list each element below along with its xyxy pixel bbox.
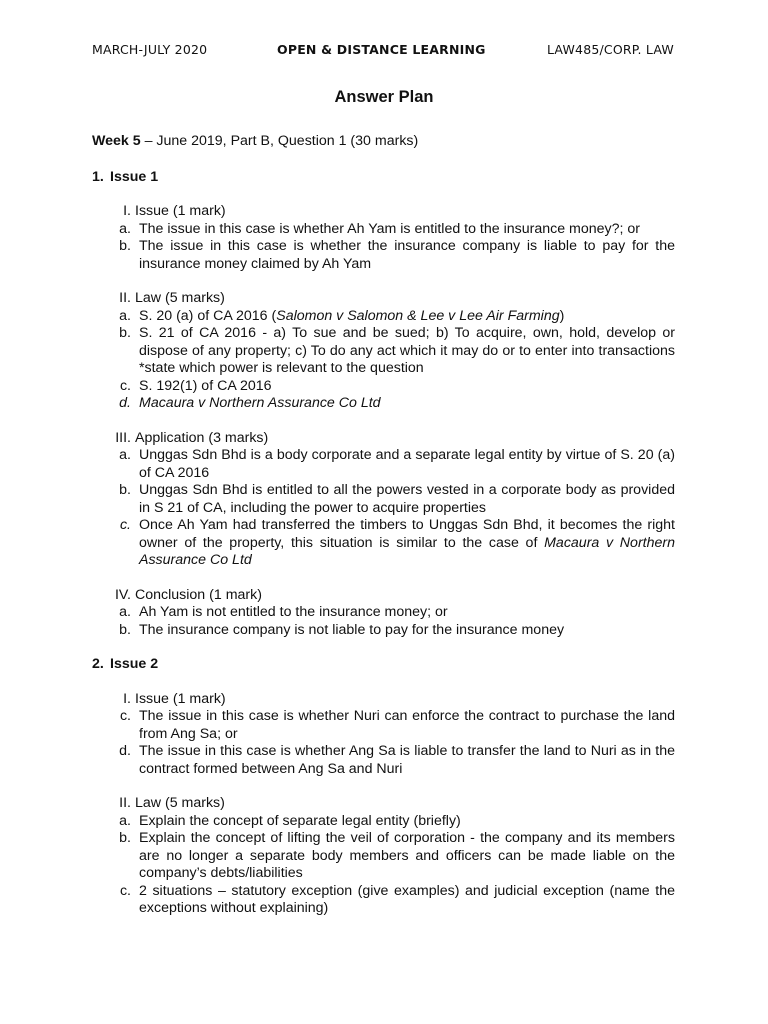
list-item xyxy=(92,308,675,326)
list-item xyxy=(92,604,675,622)
list-item xyxy=(92,830,675,883)
list-item xyxy=(92,238,675,273)
item-text-plain: S. 20 (a) of CA 2016 ( xyxy=(139,307,277,324)
list-item xyxy=(92,708,675,743)
issue-1-section-conclusion xyxy=(92,587,675,640)
item-letter: c. xyxy=(119,377,131,394)
section-label: Application (3 marks) xyxy=(135,429,269,446)
roman-numeral: II. xyxy=(119,795,131,811)
roman-numeral: I. xyxy=(123,203,131,219)
item-text: Explain the concept of separate legal entity (briefly) xyxy=(139,812,461,829)
item-letter: c. xyxy=(119,517,131,533)
section-label: Issue (1 mark) xyxy=(135,690,226,707)
item-text: The issue in this case is whether Ang Sa is liable to transfer the land to Nuri as in the contract formed between Ang Sa and Nuri xyxy=(139,743,675,777)
section-heading xyxy=(92,203,675,221)
list-item xyxy=(92,743,675,778)
item-text: S. 192(1) of CA 2016 xyxy=(139,377,272,394)
list-item xyxy=(92,813,675,831)
item-letter: a. xyxy=(119,604,131,620)
issue-1-section-application xyxy=(92,430,675,570)
item-letter: a. xyxy=(119,307,131,324)
item-text: Explain the concept of lifting the veil of corporation - the company and its members are no longer a separate body members and officers can be made liable on the company’s debts/liabilities xyxy=(139,830,675,881)
item-text: Unggas Sdn Bhd is entitled to all the powers vested in a corporate body as provided in S 21 of CA, including the power to acquire properties xyxy=(139,482,675,516)
list-item xyxy=(92,883,675,918)
item-letter: a. xyxy=(119,447,131,463)
case-citation: Macaura v Northern Assurance Co Ltd xyxy=(139,534,676,568)
list-item xyxy=(92,325,675,378)
case-citation: Macaura v Northern Assurance Co Ltd xyxy=(139,395,381,411)
header-term: MARCH-JULY 2020 xyxy=(92,42,208,57)
item-text xyxy=(139,517,675,570)
section-label: Law (5 marks) xyxy=(135,290,225,306)
list-item xyxy=(92,482,675,517)
item-letter: d. xyxy=(119,395,131,411)
issue-2-label: Issue 2 xyxy=(110,656,159,672)
item-text: Unggas Sdn Bhd is a body corporate and a separate legal entity by virtue of S. 20 (a) of CA 2016 xyxy=(139,447,675,481)
list-item xyxy=(92,517,675,570)
item-text: The issue in this case is whether Nuri can enforce the contract to purchase the land from Ang Sa; or xyxy=(139,708,675,742)
list-item xyxy=(92,447,675,482)
issue-2-heading xyxy=(92,656,675,674)
item-text xyxy=(139,308,675,326)
item-letter: b. xyxy=(119,621,131,638)
list-item xyxy=(92,221,675,239)
list-item xyxy=(92,622,675,640)
page-title: Answer Plan xyxy=(334,88,434,106)
issue-1-section-issue xyxy=(92,203,675,273)
item-letter: a. xyxy=(119,220,131,237)
week-label: Week 5 xyxy=(92,133,141,149)
week-line xyxy=(92,133,675,151)
section-label: Conclusion (1 mark) xyxy=(135,586,262,603)
issue-2-section-law xyxy=(92,795,675,918)
issue-1-number: 1. xyxy=(92,168,104,185)
roman-numeral: II. xyxy=(119,290,131,306)
item-text: Ah Yam is not entitled to the insurance money; or xyxy=(139,604,448,620)
item-letter: c. xyxy=(119,882,131,899)
section-heading xyxy=(92,587,675,605)
roman-numeral: III. xyxy=(115,429,131,446)
issue-2-section-issue xyxy=(92,691,675,779)
issue-1-section-law xyxy=(92,290,675,413)
issue-1-label: Issue 1 xyxy=(110,168,159,185)
item-letter: c. xyxy=(119,708,131,724)
issue-1-heading xyxy=(92,169,675,187)
header-course: LAW485/CORP. LAW xyxy=(546,42,674,57)
item-text: The issue in this case is whether Ah Yam is entitled to the insurance money?; or xyxy=(139,220,641,237)
header-program: OPEN & DISTANCE LEARNING xyxy=(277,42,486,57)
item-letter: d. xyxy=(119,743,131,759)
item-letter: a. xyxy=(119,812,131,829)
item-text: S. 21 of CA 2016 - a) To sue and be sued; b) To acquire, own, hold, develop or dispose of any property; c) To do any act which it may do or to enter into transactions *state which power is relevant to the question xyxy=(139,325,675,376)
section-heading xyxy=(92,691,675,709)
section-label: Issue (1 mark) xyxy=(135,203,226,219)
list-item xyxy=(92,395,675,413)
list-item xyxy=(92,378,675,396)
issue-2-number: 2. xyxy=(92,656,104,672)
item-text: The insurance company is not liable to pay for the insurance money xyxy=(139,621,565,638)
item-letter: b. xyxy=(119,830,131,846)
roman-numeral: I. xyxy=(123,690,131,707)
item-letter: b. xyxy=(119,238,131,254)
section-label: Law (5 marks) xyxy=(135,795,225,811)
item-text: The issue in this case is whether the insurance company is liable to pay for the insurance money claimed by Ah Yam xyxy=(139,238,675,272)
page-header xyxy=(92,42,674,62)
case-citation: Salomon v Salomon & Lee v Lee Air Farming xyxy=(276,307,560,324)
roman-numeral: IV. xyxy=(114,586,131,603)
document-body xyxy=(92,133,675,935)
item-text: 2 situations – statutory exception (give examples) and judicial exception (name the exceptions without explaining) xyxy=(139,882,675,916)
item-text-plain: ) xyxy=(559,307,565,324)
item-letter: b. xyxy=(119,482,131,498)
section-heading xyxy=(92,290,675,308)
section-heading xyxy=(92,795,675,813)
section-heading xyxy=(92,430,675,448)
item-letter: b. xyxy=(119,325,131,341)
week-detail: – June 2019, Part B, Question 1 (30 marks) xyxy=(140,133,419,149)
item-text-plain: Once Ah Yam had transferred the timbers to Unggas Sdn Bhd, it becomes the right owner of the property, this situation is similar to the case of xyxy=(139,517,675,551)
